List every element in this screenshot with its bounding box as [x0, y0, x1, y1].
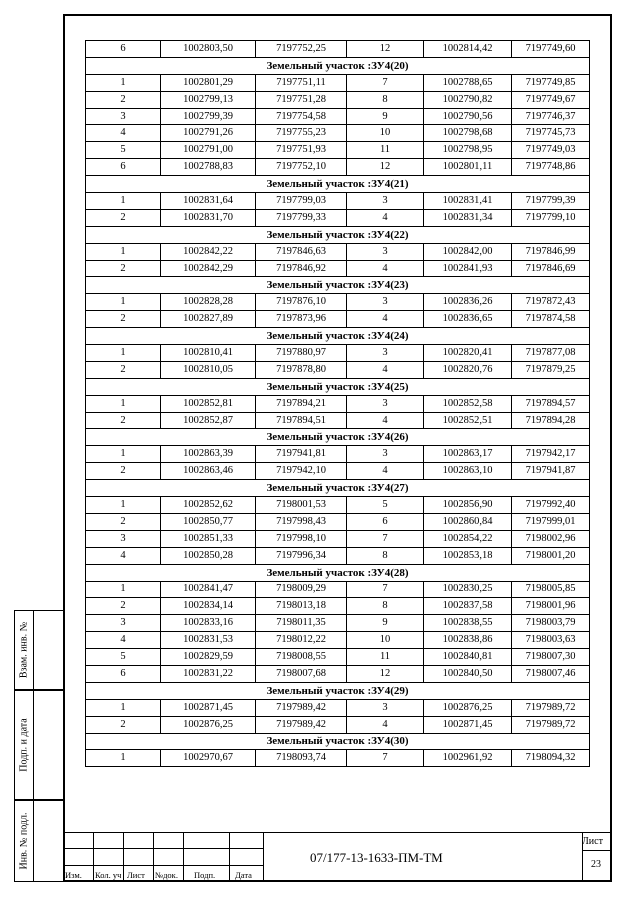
table-cell: 2 — [86, 311, 161, 328]
table-cell: 1002814,42 — [424, 41, 512, 58]
table-cell: 1002854,22 — [424, 530, 512, 547]
table-row — [86, 243, 590, 260]
table-cell: 4 — [347, 260, 424, 277]
side-label-podp: Подп. и дата — [18, 718, 30, 772]
table-cell: 1002871,45 — [424, 716, 512, 733]
table-cell: 1002842,29 — [161, 260, 256, 277]
table-cell: 7197878,80 — [256, 361, 347, 378]
table-cell: 1002831,34 — [424, 209, 512, 226]
sheet-label: Лист — [582, 836, 603, 847]
table-cell: 2 — [86, 260, 161, 277]
table-cell: 4 — [347, 463, 424, 480]
table-row — [86, 632, 590, 649]
table-cell: 7198009,29 — [256, 581, 347, 598]
table-cell: 7198003,79 — [512, 615, 590, 632]
table-cell: 1 — [86, 699, 161, 716]
table-cell: 12 — [347, 41, 424, 58]
table-cell: 7198001,20 — [512, 547, 590, 564]
table-cell: 1002801,29 — [161, 74, 256, 91]
table-cell: 1002853,18 — [424, 547, 512, 564]
table-cell: 1002841,93 — [424, 260, 512, 277]
table-cell: 7197752,10 — [256, 159, 347, 176]
table-cell: 7197876,10 — [256, 294, 347, 311]
table-cell: 7 — [347, 750, 424, 767]
table-cell: 4 — [347, 412, 424, 429]
table-cell: 1 — [86, 193, 161, 210]
table-row — [86, 125, 590, 142]
side-block-vzam — [14, 610, 63, 690]
table-cell: 10 — [347, 125, 424, 142]
table-cell: 1002803,50 — [161, 41, 256, 58]
section-header: Земельный участок :ЗУ4(21) — [86, 176, 590, 193]
table-cell: 1002863,39 — [161, 446, 256, 463]
table-cell: 1002876,25 — [424, 699, 512, 716]
table-cell: 7197749,60 — [512, 41, 590, 58]
table-cell: 7197989,42 — [256, 699, 347, 716]
table-cell: 1 — [86, 750, 161, 767]
table-row — [86, 209, 590, 226]
table-cell: 1002837,58 — [424, 598, 512, 615]
table-cell: 7197846,92 — [256, 260, 347, 277]
table-cell: 1002801,11 — [424, 159, 512, 176]
table-row — [86, 598, 590, 615]
table-cell: 7197749,67 — [512, 91, 590, 108]
coordinates-table — [85, 40, 590, 767]
table-cell: 1002788,65 — [424, 74, 512, 91]
section-header: Земельный участок :ЗУ4(20) — [86, 57, 590, 74]
table-row — [86, 530, 590, 547]
table-row — [86, 463, 590, 480]
table-cell: 1002829,59 — [161, 649, 256, 666]
table-cell: 1002788,83 — [161, 159, 256, 176]
table-cell: 7 — [347, 581, 424, 598]
table-cell: 1002852,81 — [161, 395, 256, 412]
section-header: Земельный участок :ЗУ4(23) — [86, 277, 590, 294]
table-cell: 7198007,30 — [512, 649, 590, 666]
table-cell: 2 — [86, 209, 161, 226]
table-cell: 7197989,72 — [512, 699, 590, 716]
table-row — [86, 699, 590, 716]
table-cell: 7198003,63 — [512, 632, 590, 649]
table-cell: 7198093,74 — [256, 750, 347, 767]
table-row — [86, 665, 590, 682]
table-cell: 3 — [86, 615, 161, 632]
table-cell: 1002860,84 — [424, 513, 512, 530]
table-cell: 1 — [86, 446, 161, 463]
table-cell: 7198012,22 — [256, 632, 347, 649]
table-cell: 1002856,90 — [424, 497, 512, 514]
table-cell: 7197846,69 — [512, 260, 590, 277]
table-cell: 7197894,28 — [512, 412, 590, 429]
table-cell: 7198007,46 — [512, 665, 590, 682]
table-cell: 7197989,42 — [256, 716, 347, 733]
table-cell: 7197879,25 — [512, 361, 590, 378]
section-header: Земельный участок :ЗУ4(28) — [86, 564, 590, 581]
table-cell: 3 — [347, 243, 424, 260]
table-cell: 7197748,86 — [512, 159, 590, 176]
table-cell: 7197942,10 — [256, 463, 347, 480]
table-cell: 1002834,14 — [161, 598, 256, 615]
table-row — [86, 361, 590, 378]
table-cell: 1002798,68 — [424, 125, 512, 142]
table-cell: 1002850,28 — [161, 547, 256, 564]
table-cell: 1002799,13 — [161, 91, 256, 108]
section-header-row — [86, 57, 590, 74]
table-row — [86, 649, 590, 666]
table-cell: 1002852,51 — [424, 412, 512, 429]
table-cell: 12 — [347, 159, 424, 176]
table-cell: 1002842,22 — [161, 243, 256, 260]
table-cell: 2 — [86, 463, 161, 480]
table-cell: 7198001,53 — [256, 497, 347, 514]
table-cell: 1002836,26 — [424, 294, 512, 311]
table-cell: 7197745,73 — [512, 125, 590, 142]
sheet-number: 23 — [591, 859, 601, 870]
table-cell: 7197752,25 — [256, 41, 347, 58]
table-cell: 7197941,87 — [512, 463, 590, 480]
table-cell: 1002852,87 — [161, 412, 256, 429]
table-cell: 1002831,53 — [161, 632, 256, 649]
table-cell: 7198094,32 — [512, 750, 590, 767]
table-cell: 1002831,41 — [424, 193, 512, 210]
table-cell: 1002852,58 — [424, 395, 512, 412]
stamp-col-list: Лист — [127, 870, 145, 880]
table-cell: 12 — [347, 665, 424, 682]
table-cell: 7197992,40 — [512, 497, 590, 514]
table-cell: 7197751,11 — [256, 74, 347, 91]
table-cell: 7197894,51 — [256, 412, 347, 429]
table-row — [86, 41, 590, 58]
table-cell: 7197894,21 — [256, 395, 347, 412]
table-cell: 1002841,47 — [161, 581, 256, 598]
stamp-col-podp: Подп. — [194, 870, 216, 880]
table-cell: 7198002,96 — [512, 530, 590, 547]
section-header-row — [86, 226, 590, 243]
table-cell: 7198008,55 — [256, 649, 347, 666]
table-cell: 1002810,41 — [161, 345, 256, 362]
stamp-col-ndok: №док. — [155, 870, 178, 880]
table-cell: 8 — [347, 547, 424, 564]
table-cell: 1002863,10 — [424, 463, 512, 480]
table-cell: 1002838,86 — [424, 632, 512, 649]
table-cell: 7197755,23 — [256, 125, 347, 142]
table-cell: 1 — [86, 345, 161, 362]
table-cell: 7197846,99 — [512, 243, 590, 260]
section-header: Земельный участок :ЗУ4(30) — [86, 733, 590, 750]
table-cell: 5 — [347, 497, 424, 514]
table-cell: 6 — [86, 41, 161, 58]
side-label-vzam: Взам. инв. № — [18, 621, 30, 679]
table-cell: 1 — [86, 74, 161, 91]
section-header-row — [86, 682, 590, 699]
table-cell: 8 — [347, 598, 424, 615]
section-header-row — [86, 429, 590, 446]
section-header-row — [86, 733, 590, 750]
table-row — [86, 91, 590, 108]
stamp-col-kol: Кол. уч — [95, 870, 122, 880]
table-cell: 1 — [86, 243, 161, 260]
table-cell: 5 — [86, 649, 161, 666]
table-cell: 5 — [86, 142, 161, 159]
table-cell: 6 — [86, 159, 161, 176]
table-cell: 7197877,08 — [512, 345, 590, 362]
table-cell: 1002850,77 — [161, 513, 256, 530]
table-cell: 3 — [347, 193, 424, 210]
table-cell: 1002791,00 — [161, 142, 256, 159]
document-code: 07/177-13-1633-ПМ-ТМ — [310, 850, 443, 865]
table-row — [86, 716, 590, 733]
table-cell: 3 — [347, 395, 424, 412]
table-cell: 3 — [347, 446, 424, 463]
table-cell: 1002827,89 — [161, 311, 256, 328]
table-cell: 3 — [86, 108, 161, 125]
table-row — [86, 142, 590, 159]
section-header: Земельный участок :ЗУ4(24) — [86, 328, 590, 345]
table-cell: 2 — [86, 361, 161, 378]
table-row — [86, 108, 590, 125]
table-cell: 4 — [86, 632, 161, 649]
table-row — [86, 446, 590, 463]
table-cell: 7197754,58 — [256, 108, 347, 125]
table-cell: 4 — [347, 361, 424, 378]
table-cell: 9 — [347, 615, 424, 632]
table-cell: 7197746,37 — [512, 108, 590, 125]
section-header-row — [86, 480, 590, 497]
section-header-row — [86, 176, 590, 193]
table-cell: 7197751,28 — [256, 91, 347, 108]
table-cell: 7197942,17 — [512, 446, 590, 463]
table-cell: 1002838,55 — [424, 615, 512, 632]
table-cell: 1 — [86, 581, 161, 598]
table-cell: 2 — [86, 91, 161, 108]
table-row — [86, 345, 590, 362]
table-cell: 7197874,58 — [512, 311, 590, 328]
section-header: Земельный участок :ЗУ4(26) — [86, 429, 590, 446]
table-cell: 1002831,22 — [161, 665, 256, 682]
table-cell: 11 — [347, 142, 424, 159]
table-cell: 7197998,43 — [256, 513, 347, 530]
table-cell: 7197880,97 — [256, 345, 347, 362]
section-header: Земельный участок :ЗУ4(22) — [86, 226, 590, 243]
table-cell: 6 — [86, 665, 161, 682]
table-cell: 1002961,92 — [424, 750, 512, 767]
table-row — [86, 750, 590, 767]
table-cell: 1002831,70 — [161, 209, 256, 226]
table-cell: 1002842,00 — [424, 243, 512, 260]
table-cell: 1002828,28 — [161, 294, 256, 311]
table-row — [86, 395, 590, 412]
section-header-row — [86, 328, 590, 345]
table-cell: 1002863,17 — [424, 446, 512, 463]
table-row — [86, 294, 590, 311]
table-cell: 1 — [86, 294, 161, 311]
table-cell: 2 — [86, 598, 161, 615]
table-row — [86, 581, 590, 598]
stamp-col-izm: Изм. — [65, 870, 82, 880]
table-cell: 7197998,10 — [256, 530, 347, 547]
table-cell: 1002830,25 — [424, 581, 512, 598]
section-header-row — [86, 564, 590, 581]
table-cell: 8 — [347, 91, 424, 108]
table-cell: 7197799,03 — [256, 193, 347, 210]
table-cell: 7197751,93 — [256, 142, 347, 159]
table-cell: 2 — [86, 513, 161, 530]
table-cell: 7197941,81 — [256, 446, 347, 463]
table-row — [86, 159, 590, 176]
table-cell: 1002871,45 — [161, 699, 256, 716]
table-cell: 7197799,39 — [512, 193, 590, 210]
table-cell: 1002863,46 — [161, 463, 256, 480]
table-cell: 1002836,65 — [424, 311, 512, 328]
table-cell: 1002790,56 — [424, 108, 512, 125]
table-cell: 1002799,39 — [161, 108, 256, 125]
table-cell: 1 — [86, 395, 161, 412]
table-cell: 4 — [347, 311, 424, 328]
table-cell: 7 — [347, 530, 424, 547]
table-cell: 1002831,64 — [161, 193, 256, 210]
table-cell: 3 — [347, 699, 424, 716]
table-row — [86, 547, 590, 564]
table-row — [86, 513, 590, 530]
side-block-inv — [14, 800, 63, 882]
table-cell: 1002833,16 — [161, 615, 256, 632]
table-cell: 7198007,68 — [256, 665, 347, 682]
table-cell: 7197872,43 — [512, 294, 590, 311]
table-cell: 4 — [347, 716, 424, 733]
section-header: Земельный участок :ЗУ4(27) — [86, 480, 590, 497]
table-cell: 7197846,63 — [256, 243, 347, 260]
table-cell: 1002798,95 — [424, 142, 512, 159]
table-row — [86, 193, 590, 210]
table-row — [86, 74, 590, 91]
table-cell: 7197996,34 — [256, 547, 347, 564]
table-cell: 7198013,18 — [256, 598, 347, 615]
table-cell: 7198011,35 — [256, 615, 347, 632]
table-row — [86, 260, 590, 277]
table-cell: 7197989,72 — [512, 716, 590, 733]
table-cell: 1002791,26 — [161, 125, 256, 142]
table-cell: 7197749,85 — [512, 74, 590, 91]
table-cell: 7197894,57 — [512, 395, 590, 412]
section-header: Земельный участок :ЗУ4(29) — [86, 682, 590, 699]
table-cell: 3 — [347, 294, 424, 311]
stamp-col-data: Дата — [235, 870, 252, 880]
table-cell: 4 — [347, 209, 424, 226]
table-cell: 1002820,76 — [424, 361, 512, 378]
table-cell: 6 — [347, 513, 424, 530]
table-row — [86, 615, 590, 632]
table-cell: 1002820,41 — [424, 345, 512, 362]
table-cell: 7198001,96 — [512, 598, 590, 615]
table-cell: 4 — [86, 547, 161, 564]
table-cell: 4 — [86, 125, 161, 142]
table-cell: 1002851,33 — [161, 530, 256, 547]
table-cell: 1 — [86, 497, 161, 514]
table-row — [86, 412, 590, 429]
section-header-row — [86, 277, 590, 294]
table-cell: 1002810,05 — [161, 361, 256, 378]
table-cell: 2 — [86, 412, 161, 429]
table-cell: 1002876,25 — [161, 716, 256, 733]
table-cell: 3 — [86, 530, 161, 547]
table-cell: 1002790,82 — [424, 91, 512, 108]
table-cell: 7197749,03 — [512, 142, 590, 159]
table-cell: 3 — [347, 345, 424, 362]
table-cell: 7198005,85 — [512, 581, 590, 598]
table-cell: 10 — [347, 632, 424, 649]
table-cell: 1002840,50 — [424, 665, 512, 682]
table-cell: 1002840,81 — [424, 649, 512, 666]
table-row — [86, 497, 590, 514]
table-cell: 11 — [347, 649, 424, 666]
side-block-podp — [14, 690, 63, 800]
table-cell: 7197799,10 — [512, 209, 590, 226]
section-header-row — [86, 378, 590, 395]
table-cell: 7197799,33 — [256, 209, 347, 226]
table-cell: 1002970,67 — [161, 750, 256, 767]
table-cell: 1002852,62 — [161, 497, 256, 514]
table-cell: 2 — [86, 716, 161, 733]
side-label-inv: Инв. № подл. — [18, 812, 30, 870]
table-cell: 9 — [347, 108, 424, 125]
table-row — [86, 311, 590, 328]
table-cell: 7197873,96 — [256, 311, 347, 328]
section-header: Земельный участок :ЗУ4(25) — [86, 378, 590, 395]
table-cell: 7197999,01 — [512, 513, 590, 530]
table-cell: 7 — [347, 74, 424, 91]
